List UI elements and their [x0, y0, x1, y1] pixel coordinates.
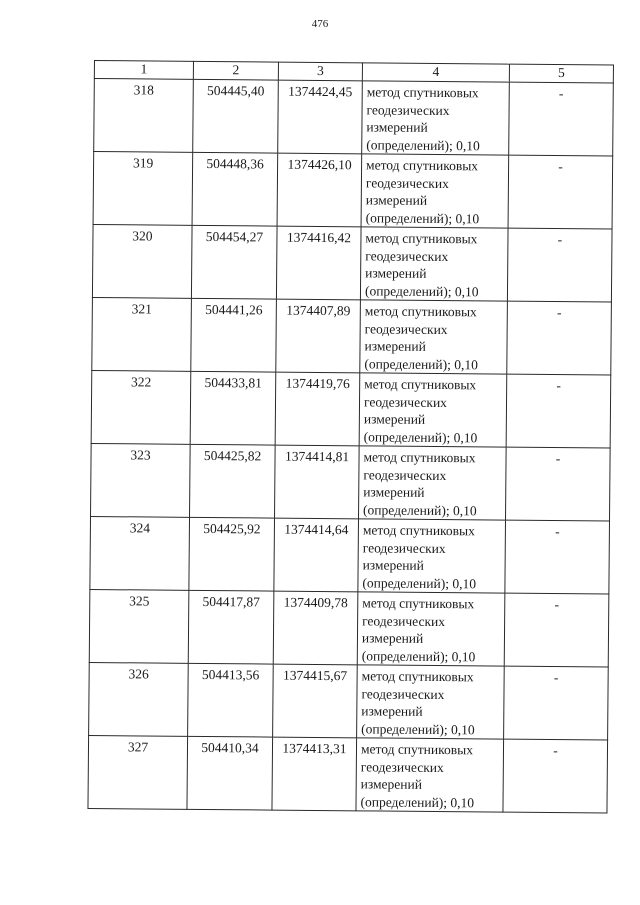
- x-coordinate-cell: [188, 590, 274, 664]
- column5-cell-text: -: [553, 670, 559, 686]
- y-coordinate-cell-text: 1374416,42: [286, 229, 352, 246]
- method-cell: [359, 446, 507, 520]
- x-coordinate-cell-text: 504413,56: [201, 666, 260, 683]
- column5-cell-text: -: [557, 232, 563, 248]
- table-row: [90, 516, 610, 594]
- x-coordinate-cell: [189, 517, 275, 591]
- table-row: [89, 662, 609, 740]
- coordinates-table: [87, 60, 614, 814]
- method-cell: [358, 519, 506, 593]
- y-coordinate-cell: [272, 737, 357, 811]
- x-coordinate-cell: [193, 79, 279, 153]
- x-coordinate-cell: [191, 298, 277, 372]
- point-number-cell-text: 325: [129, 593, 150, 609]
- y-coordinate-cell-text: 1374426,10: [287, 156, 352, 173]
- table-row: [92, 224, 612, 302]
- x-coordinate-cell: [190, 444, 276, 518]
- y-coordinate-cell-text: 1374415,67: [283, 667, 348, 684]
- point-number-cell: [90, 516, 190, 590]
- x-coordinate-cell: [191, 225, 277, 299]
- point-number-cell-text: 327: [127, 739, 149, 755]
- column5-cell: [506, 374, 611, 448]
- method-cell-text: метод спутниковых геодезических измерений (определений); 0,10: [365, 157, 480, 226]
- method-cell-text: метод спутниковых геодезических измерений (определений); 0,10: [363, 449, 477, 518]
- point-number-cell: [89, 662, 189, 736]
- y-coordinate-cell: [273, 591, 358, 665]
- y-coordinate-cell-text: 1374414,81: [284, 448, 350, 465]
- x-coordinate-cell-text: 504417,87: [202, 593, 261, 610]
- x-coordinate-cell-text: 504425,82: [203, 447, 262, 464]
- column-header-5: 5: [509, 64, 613, 83]
- column-header-3: 3: [278, 62, 362, 81]
- point-number-cell-text: 319: [132, 155, 154, 171]
- y-coordinate-cell: [275, 372, 360, 446]
- y-coordinate-cell-text: 1374413,31: [282, 740, 347, 757]
- point-number-cell: [92, 224, 192, 298]
- table-row: [91, 443, 611, 521]
- method-cell: [360, 227, 508, 301]
- y-coordinate-cell-text: 1374409,78: [283, 594, 348, 611]
- column-header-2: 2: [193, 61, 278, 80]
- point-number-cell-text: 326: [128, 666, 149, 682]
- point-number-cell-text: 318: [133, 82, 154, 98]
- table-row: [89, 589, 609, 667]
- point-number-cell: [89, 589, 189, 663]
- method-cell-text: метод спутниковых геодезических измерений (определений); 0,10: [361, 668, 475, 737]
- point-number-cell: [92, 297, 192, 371]
- column5-cell: [508, 155, 613, 229]
- point-number-cell-text: 323: [130, 447, 151, 463]
- x-coordinate-cell: [188, 663, 274, 737]
- point-number-cell-text: 321: [131, 301, 153, 317]
- method-cell: [356, 738, 504, 812]
- table-row: [92, 297, 612, 375]
- y-coordinate-cell-text: 1374424,45: [288, 83, 353, 100]
- y-coordinate-cell: [277, 153, 362, 227]
- point-number-cell: [94, 79, 194, 153]
- column5-cell-text: -: [555, 451, 561, 467]
- point-number-cell: [91, 443, 191, 517]
- y-coordinate-cell-text: 1374419,76: [285, 375, 350, 392]
- point-number-cell: [91, 370, 191, 444]
- x-coordinate-cell-text: 504448,36: [206, 155, 264, 172]
- column-header-1: 1: [94, 61, 193, 80]
- column5-cell-text: -: [556, 378, 561, 394]
- column5-cell-text: -: [555, 524, 560, 540]
- y-coordinate-cell: [276, 226, 361, 300]
- x-coordinate-cell: [187, 736, 273, 810]
- x-coordinate-cell: [192, 152, 278, 226]
- page-number: 476: [311, 18, 329, 30]
- column5-cell: [505, 520, 610, 594]
- x-coordinate-cell: [190, 371, 276, 445]
- y-coordinate-cell: [273, 664, 358, 738]
- table-row: [93, 152, 613, 230]
- point-number-cell-text: 322: [131, 374, 152, 390]
- method-cell: [360, 300, 508, 374]
- column5-cell: [507, 301, 612, 375]
- method-cell: [357, 592, 505, 666]
- x-coordinate-cell-text: 504441,26: [205, 301, 263, 318]
- method-cell-text: метод спутниковых геодезических измерений (определений); 0,10: [360, 741, 475, 810]
- column5-cell: [504, 666, 609, 740]
- x-coordinate-cell-text: 504454,27: [205, 228, 264, 245]
- column5-cell: [509, 82, 614, 156]
- table-row: [88, 735, 608, 813]
- table-row: [91, 370, 611, 448]
- column5-cell-text: -: [556, 305, 562, 321]
- y-coordinate-cell: [275, 445, 360, 519]
- method-cell-text: метод спутниковых геодезических измерений (определений); 0,10: [366, 84, 480, 153]
- y-coordinate-cell: [274, 518, 359, 592]
- x-coordinate-cell-text: 504425,92: [203, 520, 261, 537]
- x-coordinate-cell-text: 504410,34: [201, 739, 259, 756]
- method-cell: [359, 373, 507, 447]
- y-coordinate-cell: [278, 80, 363, 154]
- column5-cell-text: -: [558, 86, 564, 102]
- column5-cell-text: -: [553, 743, 558, 759]
- y-coordinate-cell: [276, 299, 361, 373]
- point-number-cell: [88, 735, 188, 809]
- column5-cell: [504, 593, 609, 667]
- y-coordinate-cell-text: 1374407,89: [286, 302, 351, 319]
- x-coordinate-cell-text: 504445,40: [206, 82, 265, 99]
- column5-cell-text: -: [554, 597, 560, 613]
- method-cell: [357, 665, 505, 739]
- point-number-cell-text: 324: [129, 520, 151, 536]
- method-cell: [362, 81, 510, 155]
- table-row: [94, 79, 614, 157]
- point-number-cell: [93, 152, 193, 226]
- method-cell-text: метод спутниковых геодезических измерений (определений); 0,10: [361, 595, 476, 664]
- method-cell-text: метод спутниковых геодезических измерений (определений); 0,10: [363, 376, 478, 445]
- method-cell-text: метод спутниковых геодезических измерений (определений); 0,10: [362, 522, 477, 591]
- method-cell-text: метод спутниковых геодезических измерений (определений); 0,10: [364, 230, 479, 299]
- column5-cell: [503, 739, 608, 813]
- point-number-cell-text: 320: [132, 228, 153, 244]
- column5-cell: [507, 228, 612, 302]
- method-cell: [361, 154, 509, 228]
- column5-cell: [506, 447, 611, 521]
- x-coordinate-cell-text: 504433,81: [204, 374, 262, 391]
- column5-cell-text: -: [558, 159, 563, 175]
- column-header-4: 4: [362, 63, 509, 82]
- y-coordinate-cell-text: 1374414,64: [284, 521, 349, 538]
- method-cell-text: метод спутниковых геодезических измерений (определений); 0,10: [364, 303, 478, 372]
